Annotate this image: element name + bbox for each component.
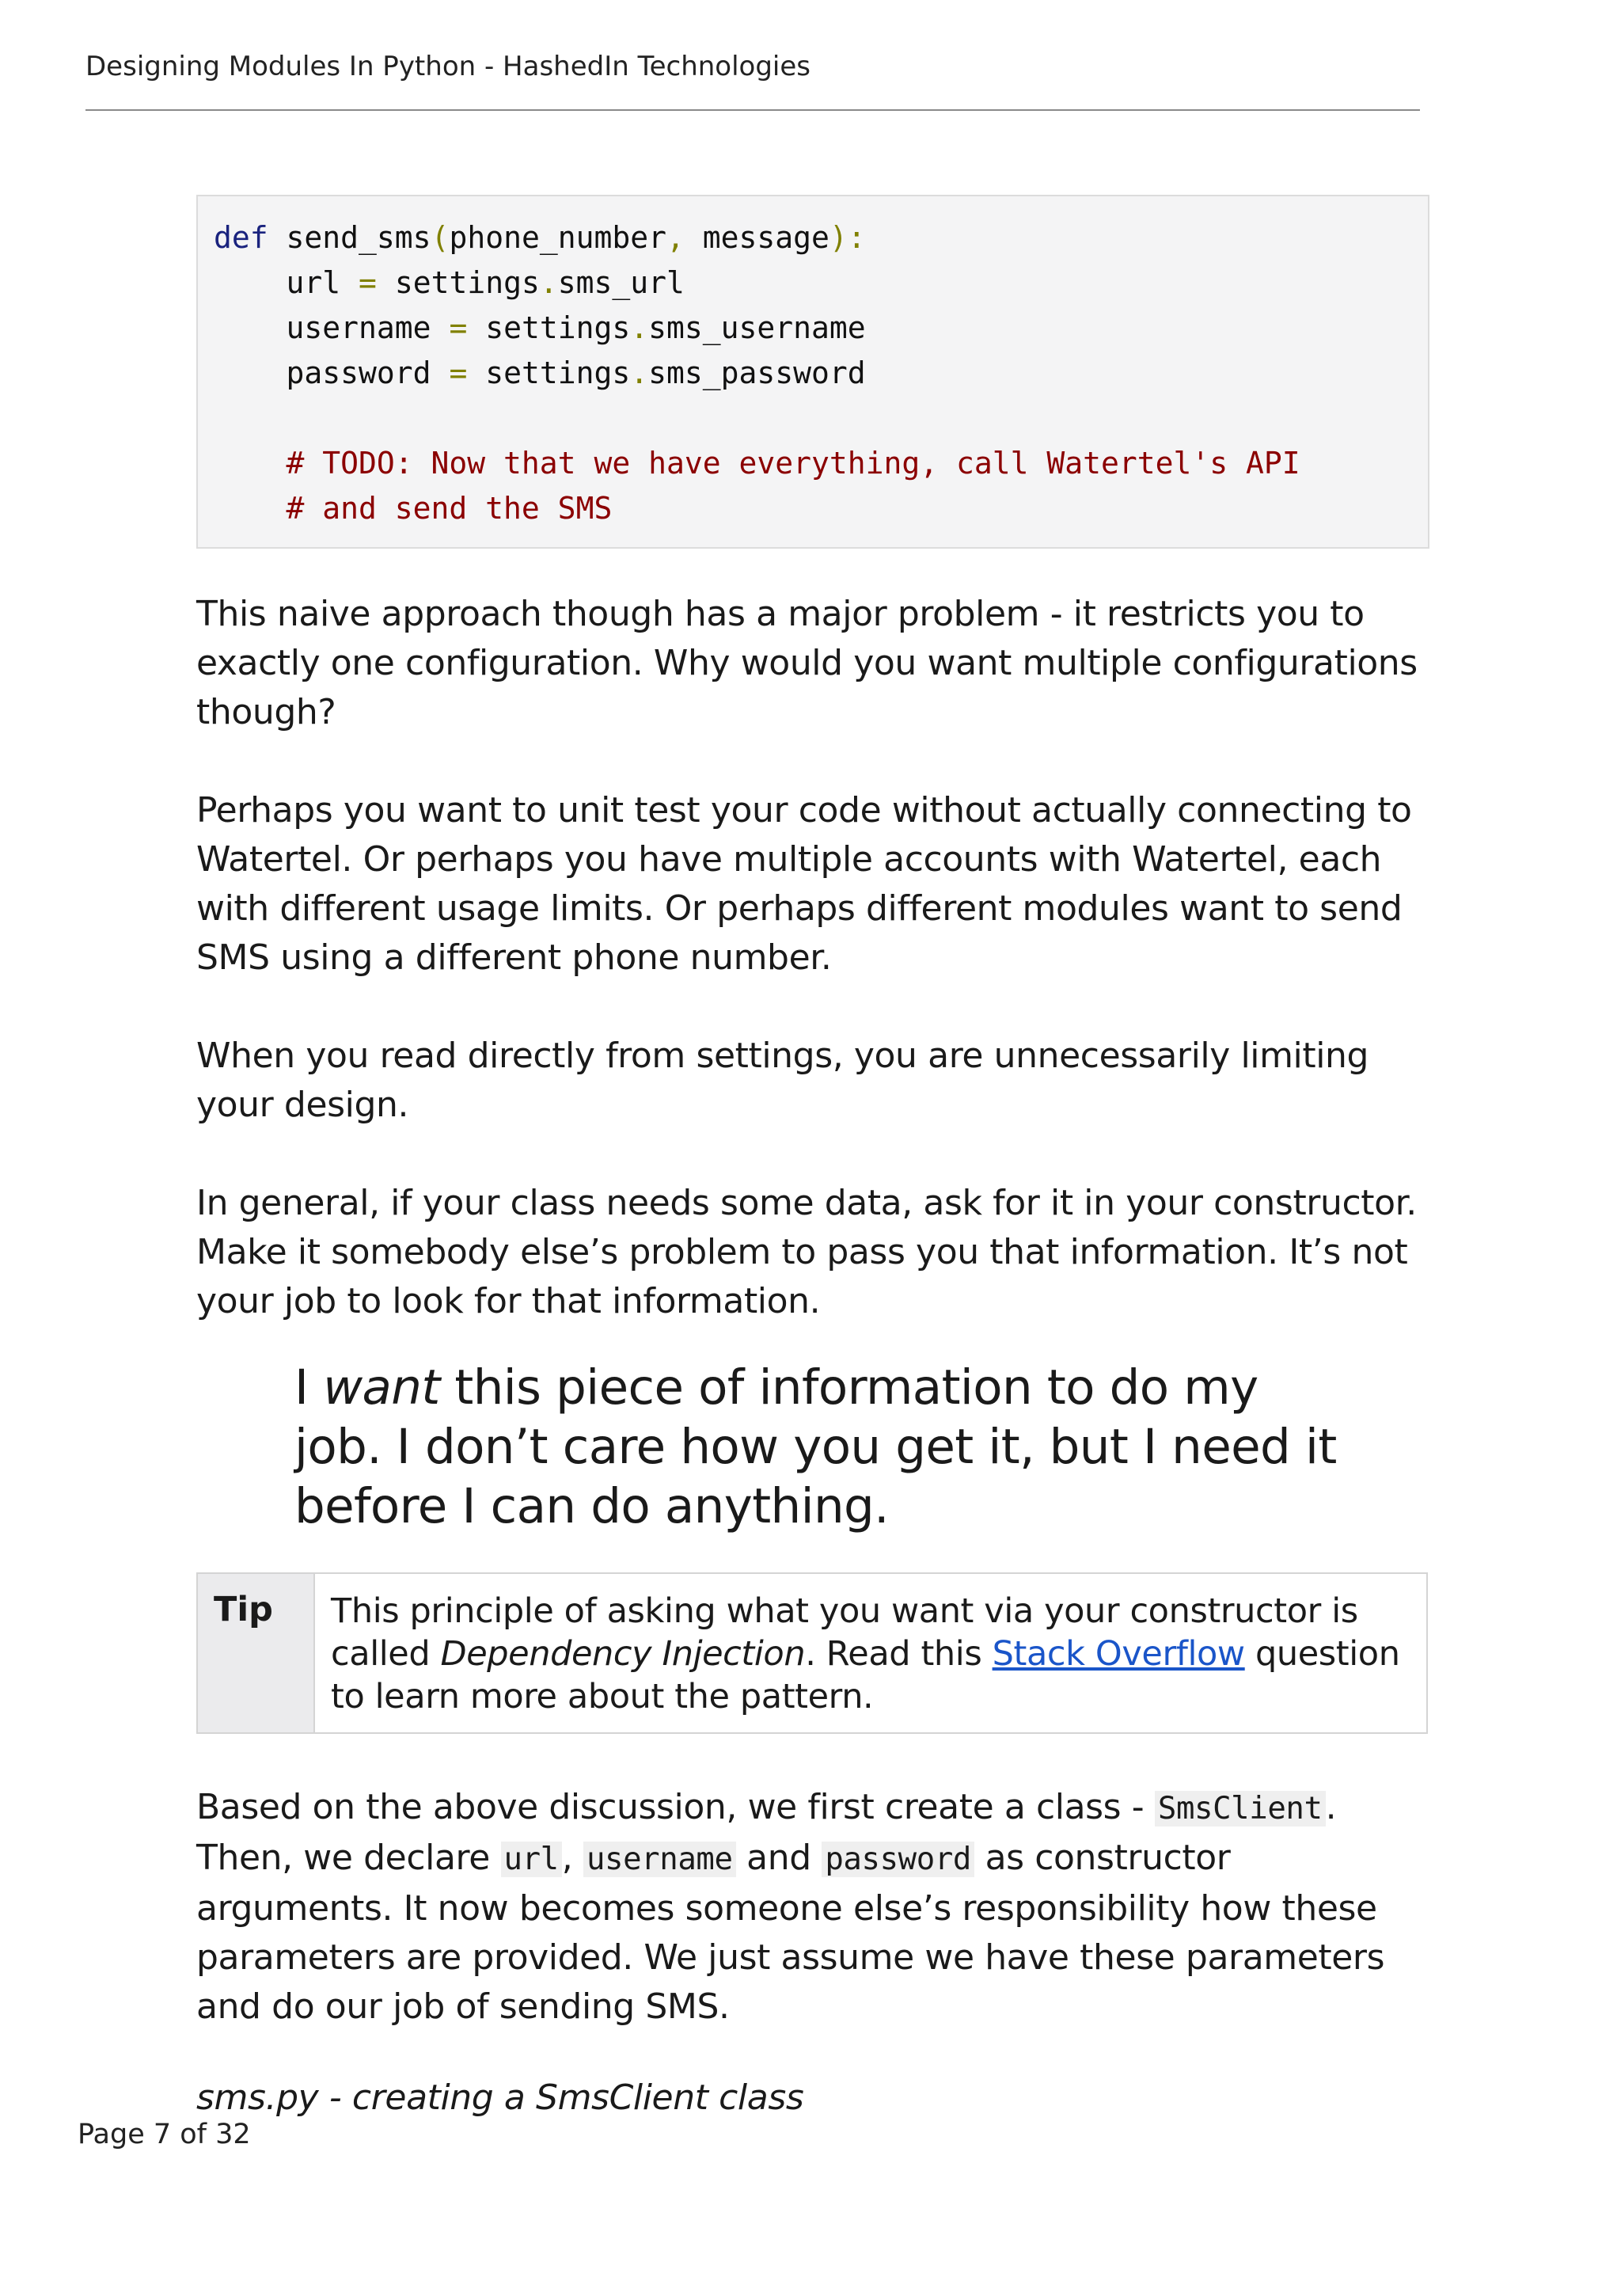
inline-code-password: password [822,1842,974,1877]
inline-code-url: url [501,1842,562,1877]
code-comment-1: # TODO: Now that we have everything, call Watertel's API [286,446,1300,481]
paragraph-4: In general, if your class needs some data, ask for it in your constructor. Make it somebody else’s problem to pass you that information. It’s not your job to look for that information. [196,1183,1417,1321]
paragraph-2: Perhaps you want to unit test your code without actually connecting to Watertel. Or perhaps you have multiple accounts with Watertel, each with different usage limits. Or perhaps different modules want to send SMS using a different phone number. [196,790,1412,978]
tip-emphasis: Dependency Injection [440,1634,806,1674]
code-block: def send_sms(phone_number, message): url = settings.sms_url username = settings.sms_username password = settings.sms_password # TODO: Now that we have everything, call Watertel's API # and send the SMS [196,195,1429,549]
blockquote: I want this piece of information to do my job. I don’t care how you get it, but I need it before I can do anything. [294,1359,1337,1534]
code-function-name: send_sms [286,220,431,255]
document-content [196,195,1431,2118]
stack-overflow-link[interactable]: Stack Overflow [992,1634,1245,1674]
tip-body: This principle of asking what you want via your constructor is called Dependency Injection. Read this Stack Overflow question to learn more about the pattern. [331,1591,1400,1716]
tip-box [196,1572,1428,1734]
code-caption: sms.py - creating a SmsClient class [196,2077,804,2118]
paragraph-3: When you read directly from settings, you are unnecessarily limiting your design. [196,1036,1369,1125]
header-divider [85,109,1420,111]
inline-code-username: username [583,1842,736,1877]
code-keyword-def: def [214,220,268,255]
code-comment-2: # and send the SMS [286,491,613,526]
page-number: Page 7 of 32 [78,2119,251,2150]
code-param-2: message [702,220,829,255]
inline-code-smsclient: SmsClient [1155,1791,1326,1827]
code-param-1: phone_number [449,220,666,255]
paragraph-1: This naive approach though has a major problem - it restricts you to exactly one configuration. Why would you want multiple configurations though? [196,594,1418,732]
paragraph-5: Based on the above discussion, we first create a class - SmsClient. Then, we declare url, username and password as constructor arguments. It now becomes someone else’s responsibility how these parameters are provided. We just assume we have these parameters and do our job of sending SMS. [196,1787,1385,2027]
page-header-title: Designing Modules In Python - HashedIn Technologies [85,51,811,82]
quote-emphasis: want [323,1359,440,1416]
tip-label: Tip [198,1574,315,1732]
